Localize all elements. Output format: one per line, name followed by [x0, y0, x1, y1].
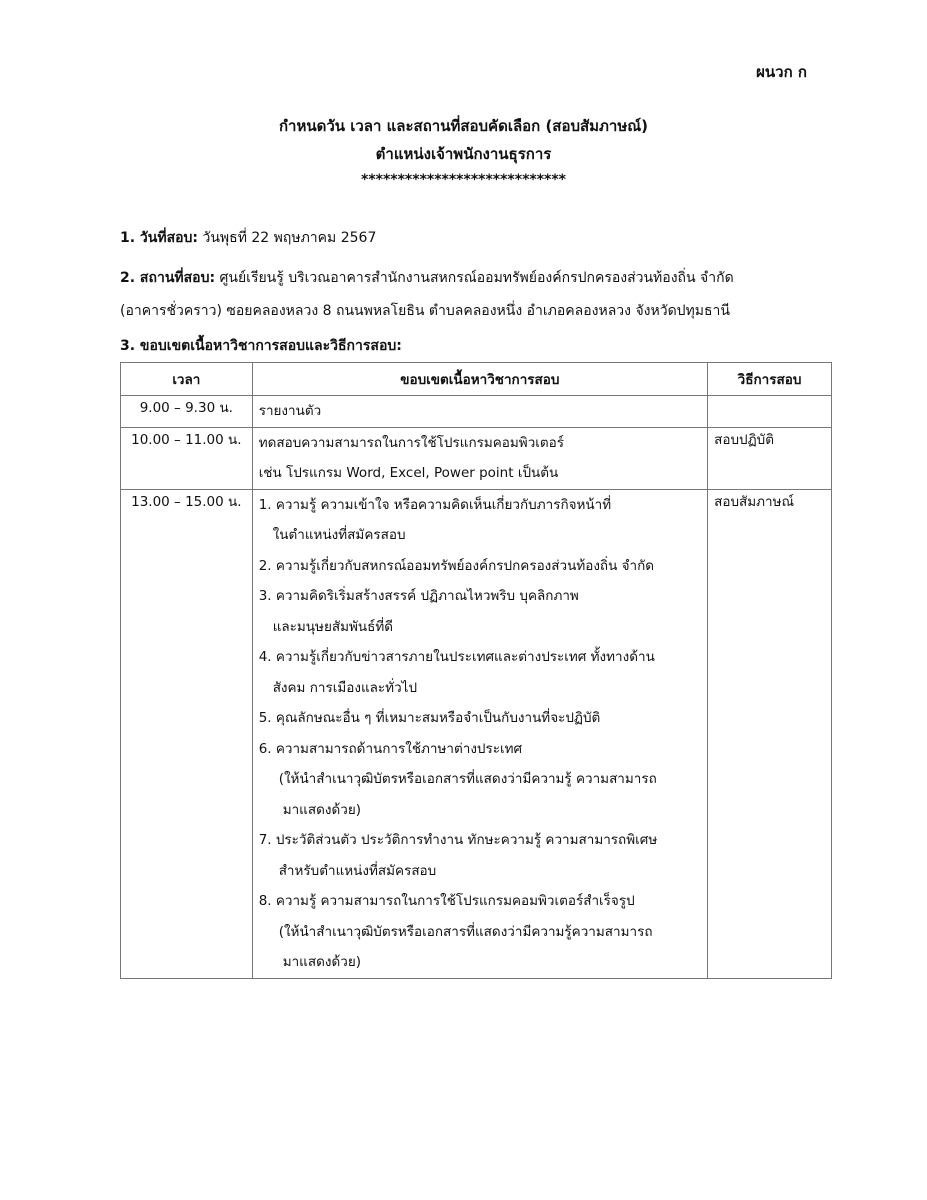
content-line: 1. ความรู้ ความเข้าใจ หรือความคิดเห็นเกี่ยวกับภารกิจหน้าที่ [258, 496, 612, 513]
content-line: (ให้นำสำเนาวุฒิบัตรหรือเอกสารที่แสดงว่ามีความรู้ ความสามารถ [278, 771, 657, 787]
row-time: 13.00 – 15.00 น. [121, 489, 253, 978]
header-method: วิธีการสอบ [708, 363, 832, 396]
section-exam-venue [120, 262, 810, 328]
content-line: 7. ประวัติส่วนตัว ประวัติการทำงาน ทักษะความรู้ ความสามารถพิเศษ [258, 832, 658, 848]
exam-venue-label: 2. สถานที่สอบ: [120, 270, 216, 286]
exam-venue-line1: ศูนย์เรียนรู้ บริเวณอาคารสำนักงานสหกรณ์ออมทรัพย์องค์กรปกครองส่วนท้องถิ่น จำกัด [219, 270, 734, 286]
exam-scope-label: 3. ขอบเขตเนื้อหาวิชาการสอบและวิธีการสอบ: [120, 338, 402, 354]
header-time: เวลา [121, 363, 253, 396]
content-line: รายงานตัว [258, 403, 322, 419]
row-content [252, 489, 707, 978]
section-exam-date [120, 222, 810, 255]
position-title: ตำแหน่งเจ้าพนักงานธุรการ [375, 145, 552, 163]
row-method: สอบสัมภาษณ์ [708, 489, 832, 978]
content-line: มาแสดงด้วย) [282, 954, 361, 970]
content-line: และมนุษยสัมพันธ์ที่ดี [272, 618, 394, 635]
content-line: 6. ความสามารถด้านการใช้ภาษาต่างประเทศ [258, 740, 523, 757]
content-line: 5. คุณลักษณะอื่น ๆ ที่เหมาะสมหรือจำเป็นกับงานที่จะปฏิบัติ [258, 710, 601, 726]
content-line: สังคม การเมืองและทั่วไป [272, 679, 418, 696]
exam-venue-line2: (อาคารชั่วคราว) ซอยคลองหลวง 8 ถนนพหลโยธิน ตำบลคลองหนึ่ง อำเภอคลองหลวง จังหวัดปทุมธานี [120, 303, 730, 319]
content-line: ในตำแหน่งที่สมัครสอบ [272, 527, 406, 543]
table-row [121, 489, 832, 978]
row-content [252, 396, 707, 428]
row-method: สอบปฏิบัติ [708, 427, 832, 489]
content-line: เช่น โปรแกรม Word, Excel, Power point เป็นต้น [258, 465, 559, 481]
content-line: 4. ความรู้เกี่ยวกับข่าวสารภายในประเทศและต่างประเทศ ทั้งทางด้าน [258, 649, 655, 665]
document-title: กำหนดวัน เวลา และสถานที่สอบคัดเลือก (สอบสัมภาษณ์) [278, 117, 649, 135]
content-line: มาแสดงด้วย) [282, 801, 361, 818]
table-row [121, 396, 832, 428]
content-line: 2. ความรู้เกี่ยวกับสหกรณ์ออมทรัพย์องค์กรปกครองส่วนท้องถิ่น จำกัด [258, 557, 655, 574]
exam-schedule-table [120, 362, 832, 979]
header-content: ขอบเขตเนื้อหาวิชาการสอบ [252, 363, 707, 396]
table-header-row [121, 363, 832, 396]
annex-label: ผนวก ก [756, 63, 807, 81]
content-line: สำหรับตำแหน่งที่สมัครสอบ [278, 862, 437, 879]
content-line: 8. ความรู้ ความสามารถในการใช้โปรแกรมคอมพิวเตอร์สำเร็จรูป [258, 893, 635, 909]
content-line: (ให้นำสำเนาวุฒิบัตรหรือเอกสารที่แสดงว่ามีความรู้ความสามารถ [278, 923, 653, 940]
exam-date-label: 1. วันที่สอบ: [120, 230, 199, 246]
content-line: 3. ความคิดริเริ่มสร้างสรรค์ ปฏิภาณไหวพริบ บุคลิกภาพ [258, 588, 579, 604]
section-exam-scope [120, 330, 810, 363]
table-row [121, 427, 832, 489]
row-content [252, 427, 707, 489]
title-block [0, 112, 927, 192]
row-method [708, 396, 832, 428]
content-line: ทดสอบความสามารถในการใช้โปรแกรมคอมพิวเตอร์ [258, 434, 565, 451]
exam-date-value: วันพุธที่ 22 พฤษภาคม 2567 [202, 230, 377, 246]
row-time: 10.00 – 11.00 น. [121, 427, 253, 489]
title-separator: **************************** [361, 172, 566, 188]
row-time: 9.00 – 9.30 น. [121, 396, 253, 428]
